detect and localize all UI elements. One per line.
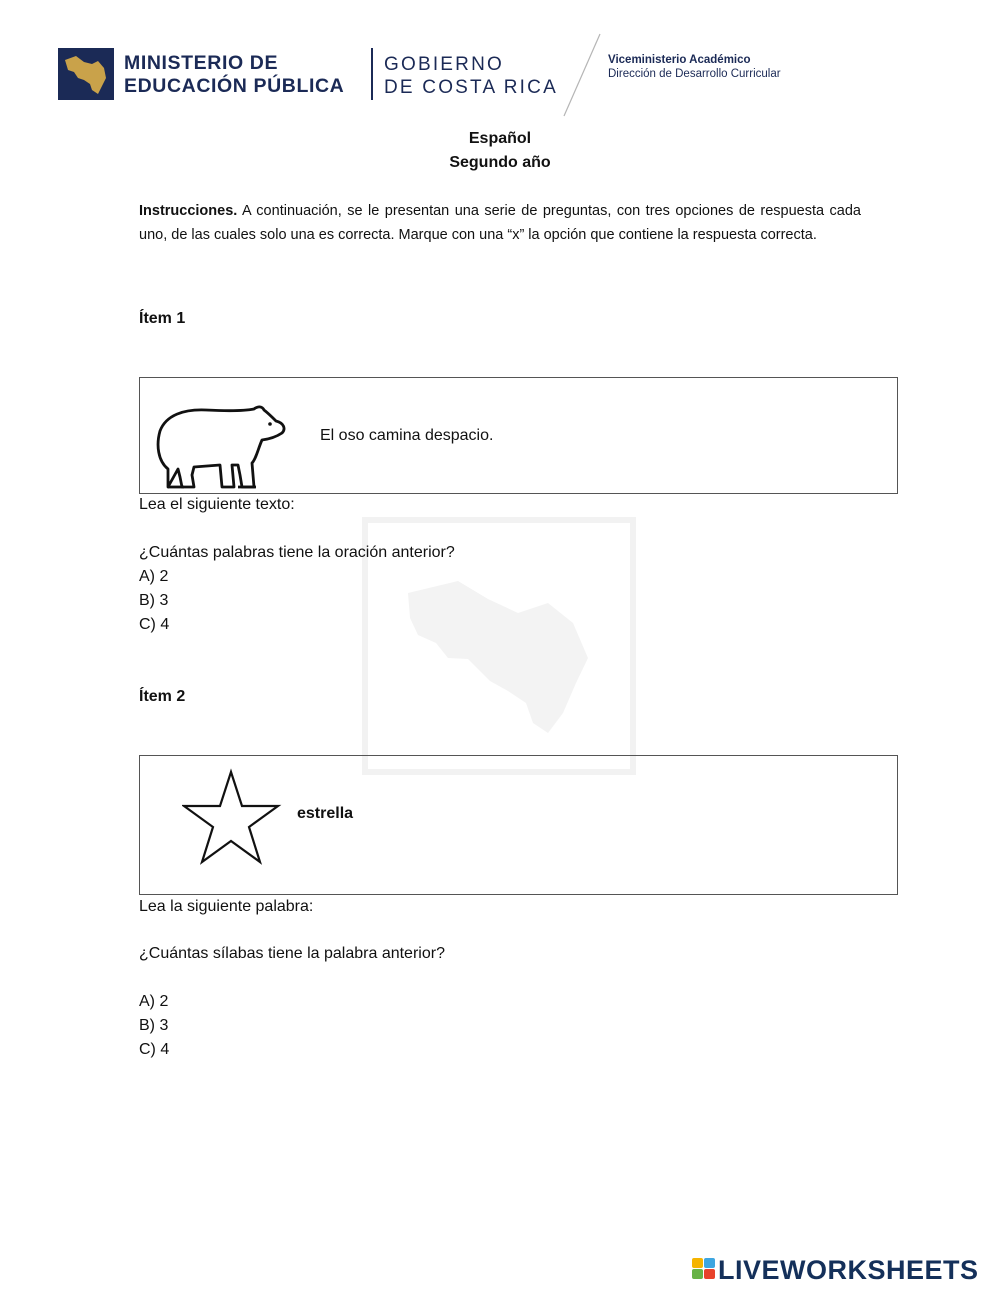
- item-2-heading: Ítem 2: [139, 688, 186, 705]
- vice-ministry-title: Viceministerio Académico: [608, 54, 751, 66]
- star-icon: [182, 768, 282, 866]
- item-1-prompt: Lea el siguiente texto:: [139, 496, 295, 513]
- item-2-box: [139, 755, 898, 895]
- instructions-label: Instrucciones.: [139, 203, 238, 219]
- liveworksheets-blocks-icon: [692, 1258, 716, 1280]
- grade-title: Segundo año: [449, 154, 551, 171]
- item-1-question: ¿Cuántas palabras tiene la oración anterior?: [139, 544, 455, 561]
- costa-rica-map-watermark: [398, 563, 608, 743]
- item-2-option-c[interactable]: C) 4: [139, 1041, 170, 1058]
- vice-ministry-subtitle: Dirección de Desarrollo Curricular: [608, 68, 781, 80]
- item-1-sentence: El oso camina despacio.: [320, 427, 494, 444]
- item-1-option-a[interactable]: A) 2: [139, 568, 169, 585]
- government-name: [384, 53, 558, 99]
- ministry-name: [124, 52, 344, 98]
- item-1-heading: Ítem 1: [139, 310, 186, 327]
- item-2-option-b[interactable]: B) 3: [139, 1017, 169, 1034]
- vice-ministry: [608, 53, 781, 81]
- instructions-text: A continuación, se le presentan una serie de preguntas, con tres opciones de respuesta cada uno, de las cuales solo una es correcta. Marque con una “x” la opción que contiene la respuesta correcta.: [139, 203, 861, 243]
- item-1-box: [139, 377, 898, 494]
- mep-logo: [58, 48, 114, 100]
- instructions: [139, 199, 861, 247]
- item-2-prompt: Lea la siguiente palabra:: [139, 898, 314, 915]
- costa-rica-map-icon: [62, 52, 110, 96]
- item-2-question: ¿Cuántas sílabas tiene la palabra anterior?: [139, 945, 445, 962]
- ministry-line-1: MINISTERIO DE: [124, 52, 279, 74]
- government-line-1: GOBIERNO: [384, 54, 505, 75]
- subject-title: Español: [468, 130, 532, 147]
- item-1-option-c[interactable]: C) 4: [139, 616, 170, 633]
- liveworksheets-text: LIVEWORKSHEETS: [718, 1255, 979, 1285]
- item-2-word: estrella: [297, 805, 354, 822]
- header-slash-divider: [560, 32, 604, 118]
- item-2-option-a[interactable]: A) 2: [139, 993, 169, 1010]
- ministry-line-2: EDUCACIÓN PÚBLICA: [124, 75, 345, 97]
- government-line-2: DE COSTA RICA: [384, 77, 558, 98]
- header-divider: [371, 48, 373, 100]
- item-1-option-b[interactable]: B) 3: [139, 592, 169, 609]
- bear-icon: [154, 405, 290, 491]
